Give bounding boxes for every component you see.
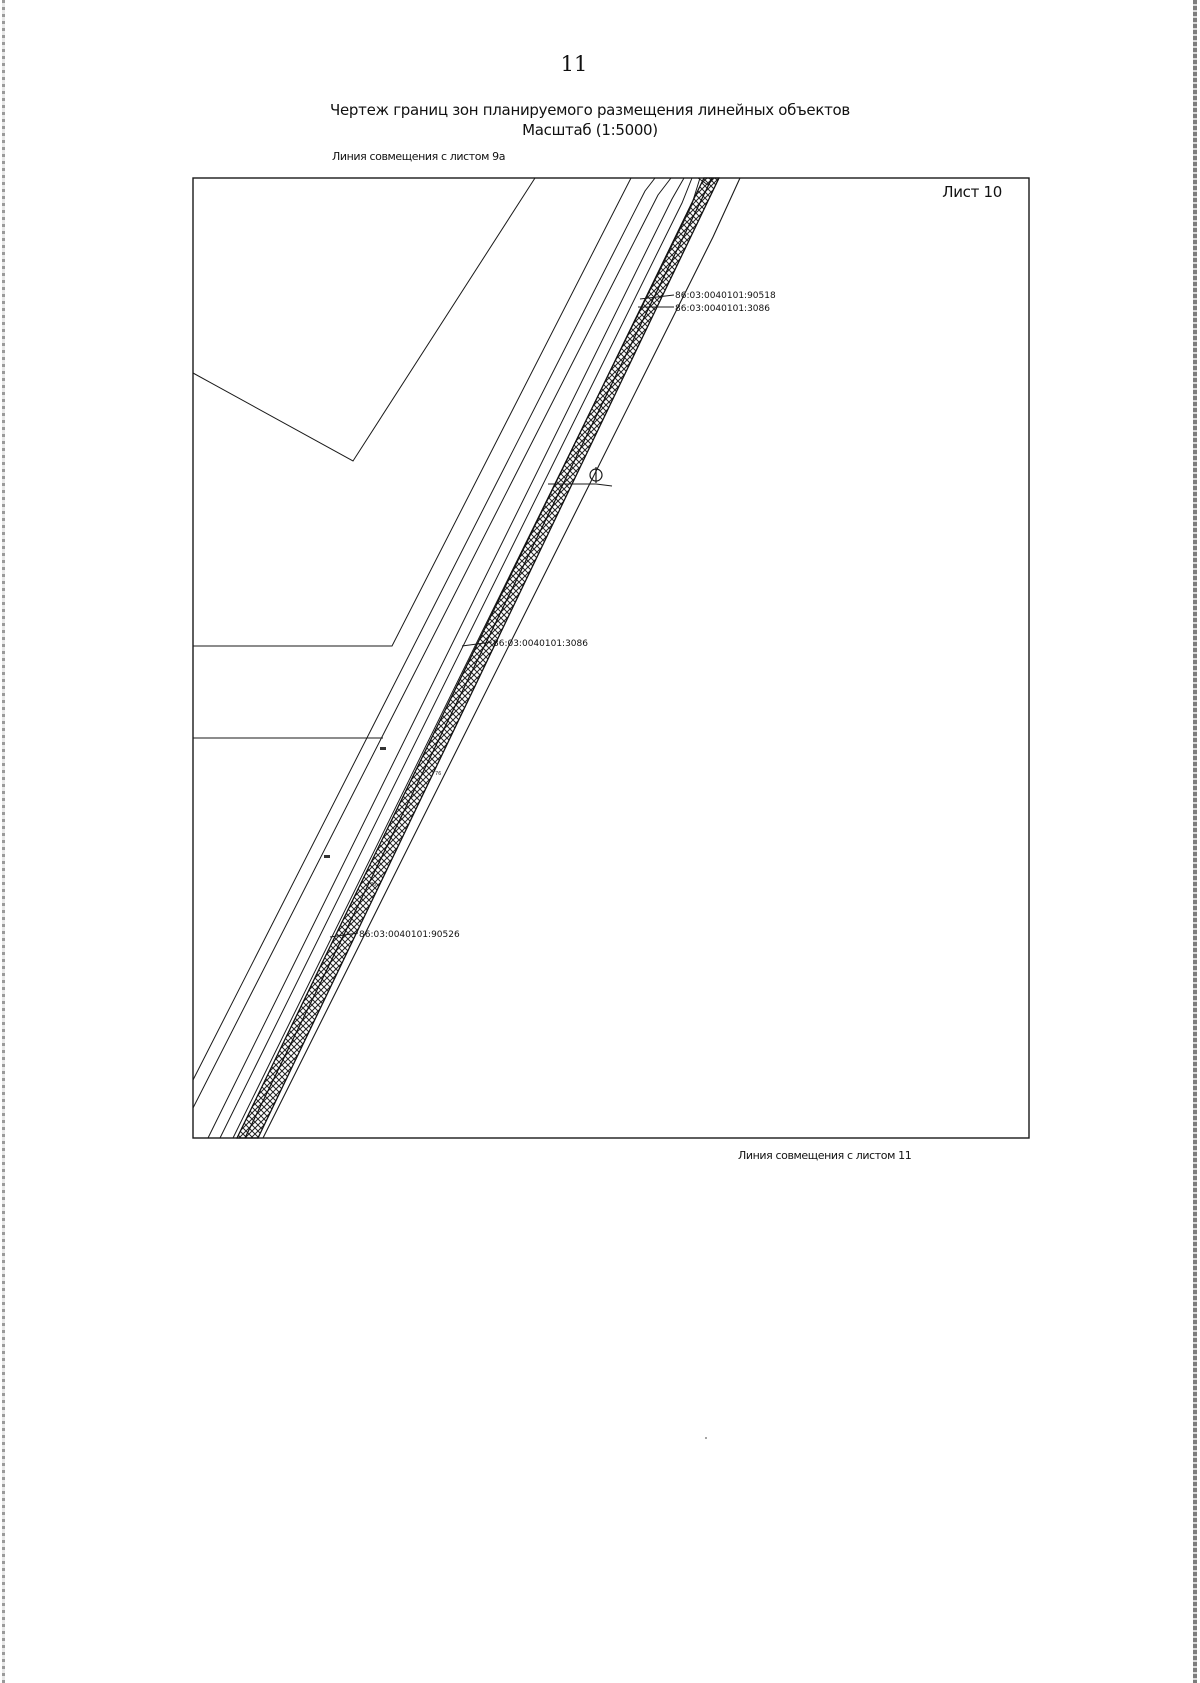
parcel-boundary-upper [193,178,535,461]
page-number: 11 [560,52,588,76]
sheet-label: Лист 10 [942,183,1002,201]
map-frame [192,177,1030,1139]
point-mark: 76 [435,771,442,777]
zone-marker-leader [596,484,612,486]
parcel-boundary-middle [193,178,631,646]
scan-speck [705,1437,707,1439]
planned-line-axis [245,178,712,1138]
parcel-label: 86:03:0040101:3086 [493,639,588,649]
corridor-line [193,178,671,1108]
corridor-line [233,178,700,1138]
match-line-bottom-label: Линия совмещения с листом 11 [738,1149,912,1162]
corridor-line [193,178,655,1080]
parcel-label: 86:03:0040101:90526 [359,930,460,940]
point-mark-box [324,855,330,858]
point-mark-box [380,747,386,750]
drawing-title [0,100,1180,140]
point-mark: 76 [370,882,377,888]
scan-edge-right [1193,0,1197,1683]
match-line-top-label: Линия совмещения с листом 9а [332,150,506,163]
parcel-label: 86:03:0040101:3086 [675,304,770,314]
right-boundary [263,178,740,1138]
corridor-line [208,178,684,1138]
parcel-label: 86:03:0040101:90518 [675,291,776,301]
scan-edge-left [2,0,5,1683]
drawing-scale: Масштаб (1:5000) [522,121,658,139]
drawing-title-line: Чертеж границ зон планируемого размещения линейных объектов [330,101,850,119]
corridor-line [220,178,692,1138]
map-drawing [192,177,1030,1139]
